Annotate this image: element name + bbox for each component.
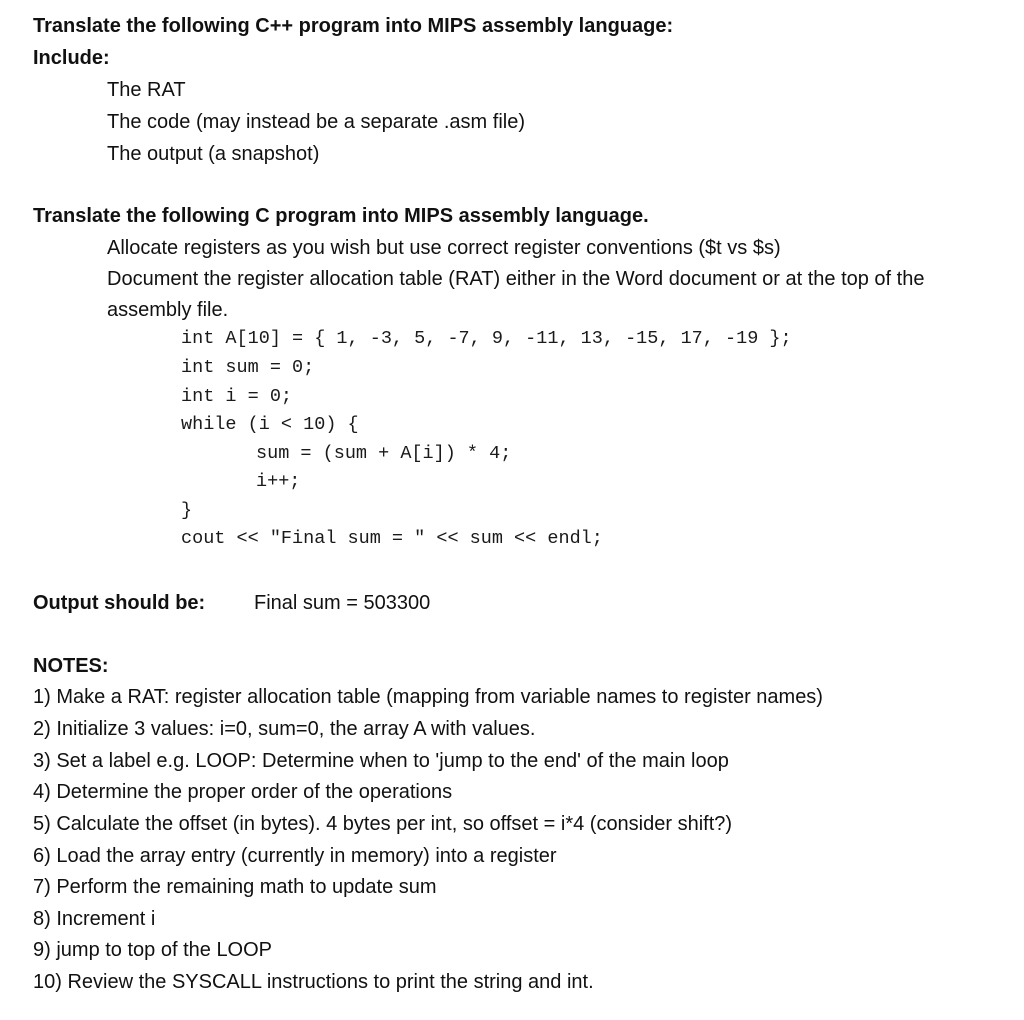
include-item: The code (may instead be a separate .asm file) (107, 111, 525, 133)
section1-heading: Translate the following C++ program into MIPS assembly language: (33, 15, 674, 37)
note-item: 7) Perform the remaining math to update sum (33, 876, 437, 898)
note-item: 8) Increment i (33, 908, 156, 930)
note-item: 1) Make a RAT: register allocation table (mapping from variable names to register names) (33, 686, 823, 708)
instruction-line: assembly file. (107, 299, 229, 321)
include-item: The output (a snapshot) (107, 143, 320, 165)
code-line: sum = (sum + A[i]) * 4; (256, 443, 512, 464)
code-line: while (i < 10) { (181, 414, 359, 435)
instruction-line: Allocate registers as you wish but use correct register conventions ($t vs $s) (107, 237, 781, 259)
note-item: 4) Determine the proper order of the operations (33, 781, 453, 803)
code-line: int sum = 0; (181, 357, 315, 378)
note-item: 5) Calculate the offset (in bytes). 4 bytes per int, so offset = i*4 (consider shift?) (33, 813, 733, 835)
notes-heading: NOTES: (33, 655, 109, 677)
note-item: 9) jump to top of the LOOP (33, 939, 273, 961)
note-item: 3) Set a label e.g. LOOP: Determine when to 'jump to the end' of the main loop (33, 750, 729, 772)
section2-heading: Translate the following C program into MIPS assembly language. (33, 205, 649, 227)
note-item: 6) Load the array entry (currently in memory) into a register (33, 845, 557, 867)
output-label: Output should be: (33, 592, 206, 614)
note-item: 2) Initialize 3 values: i=0, sum=0, the array A with values. (33, 718, 536, 740)
note-item: 10) Review the SYSCALL instructions to print the string and int. (33, 971, 594, 993)
instruction-line: Document the register allocation table (RAT) either in the Word document or at the top of the (107, 268, 925, 290)
code-line: i++; (256, 471, 301, 492)
code-line: cout << "Final sum = " << sum << endl; (181, 528, 603, 549)
include-item: The RAT (107, 79, 186, 101)
include-label: Include: (33, 47, 110, 69)
code-line: int i = 0; (181, 386, 293, 407)
code-line: int A[10] = { 1, -3, 5, -7, 9, -11, 13, -15, 17, -19 }; (181, 328, 792, 349)
code-line: } (181, 500, 193, 521)
output-value: Final sum = 503300 (254, 592, 431, 614)
